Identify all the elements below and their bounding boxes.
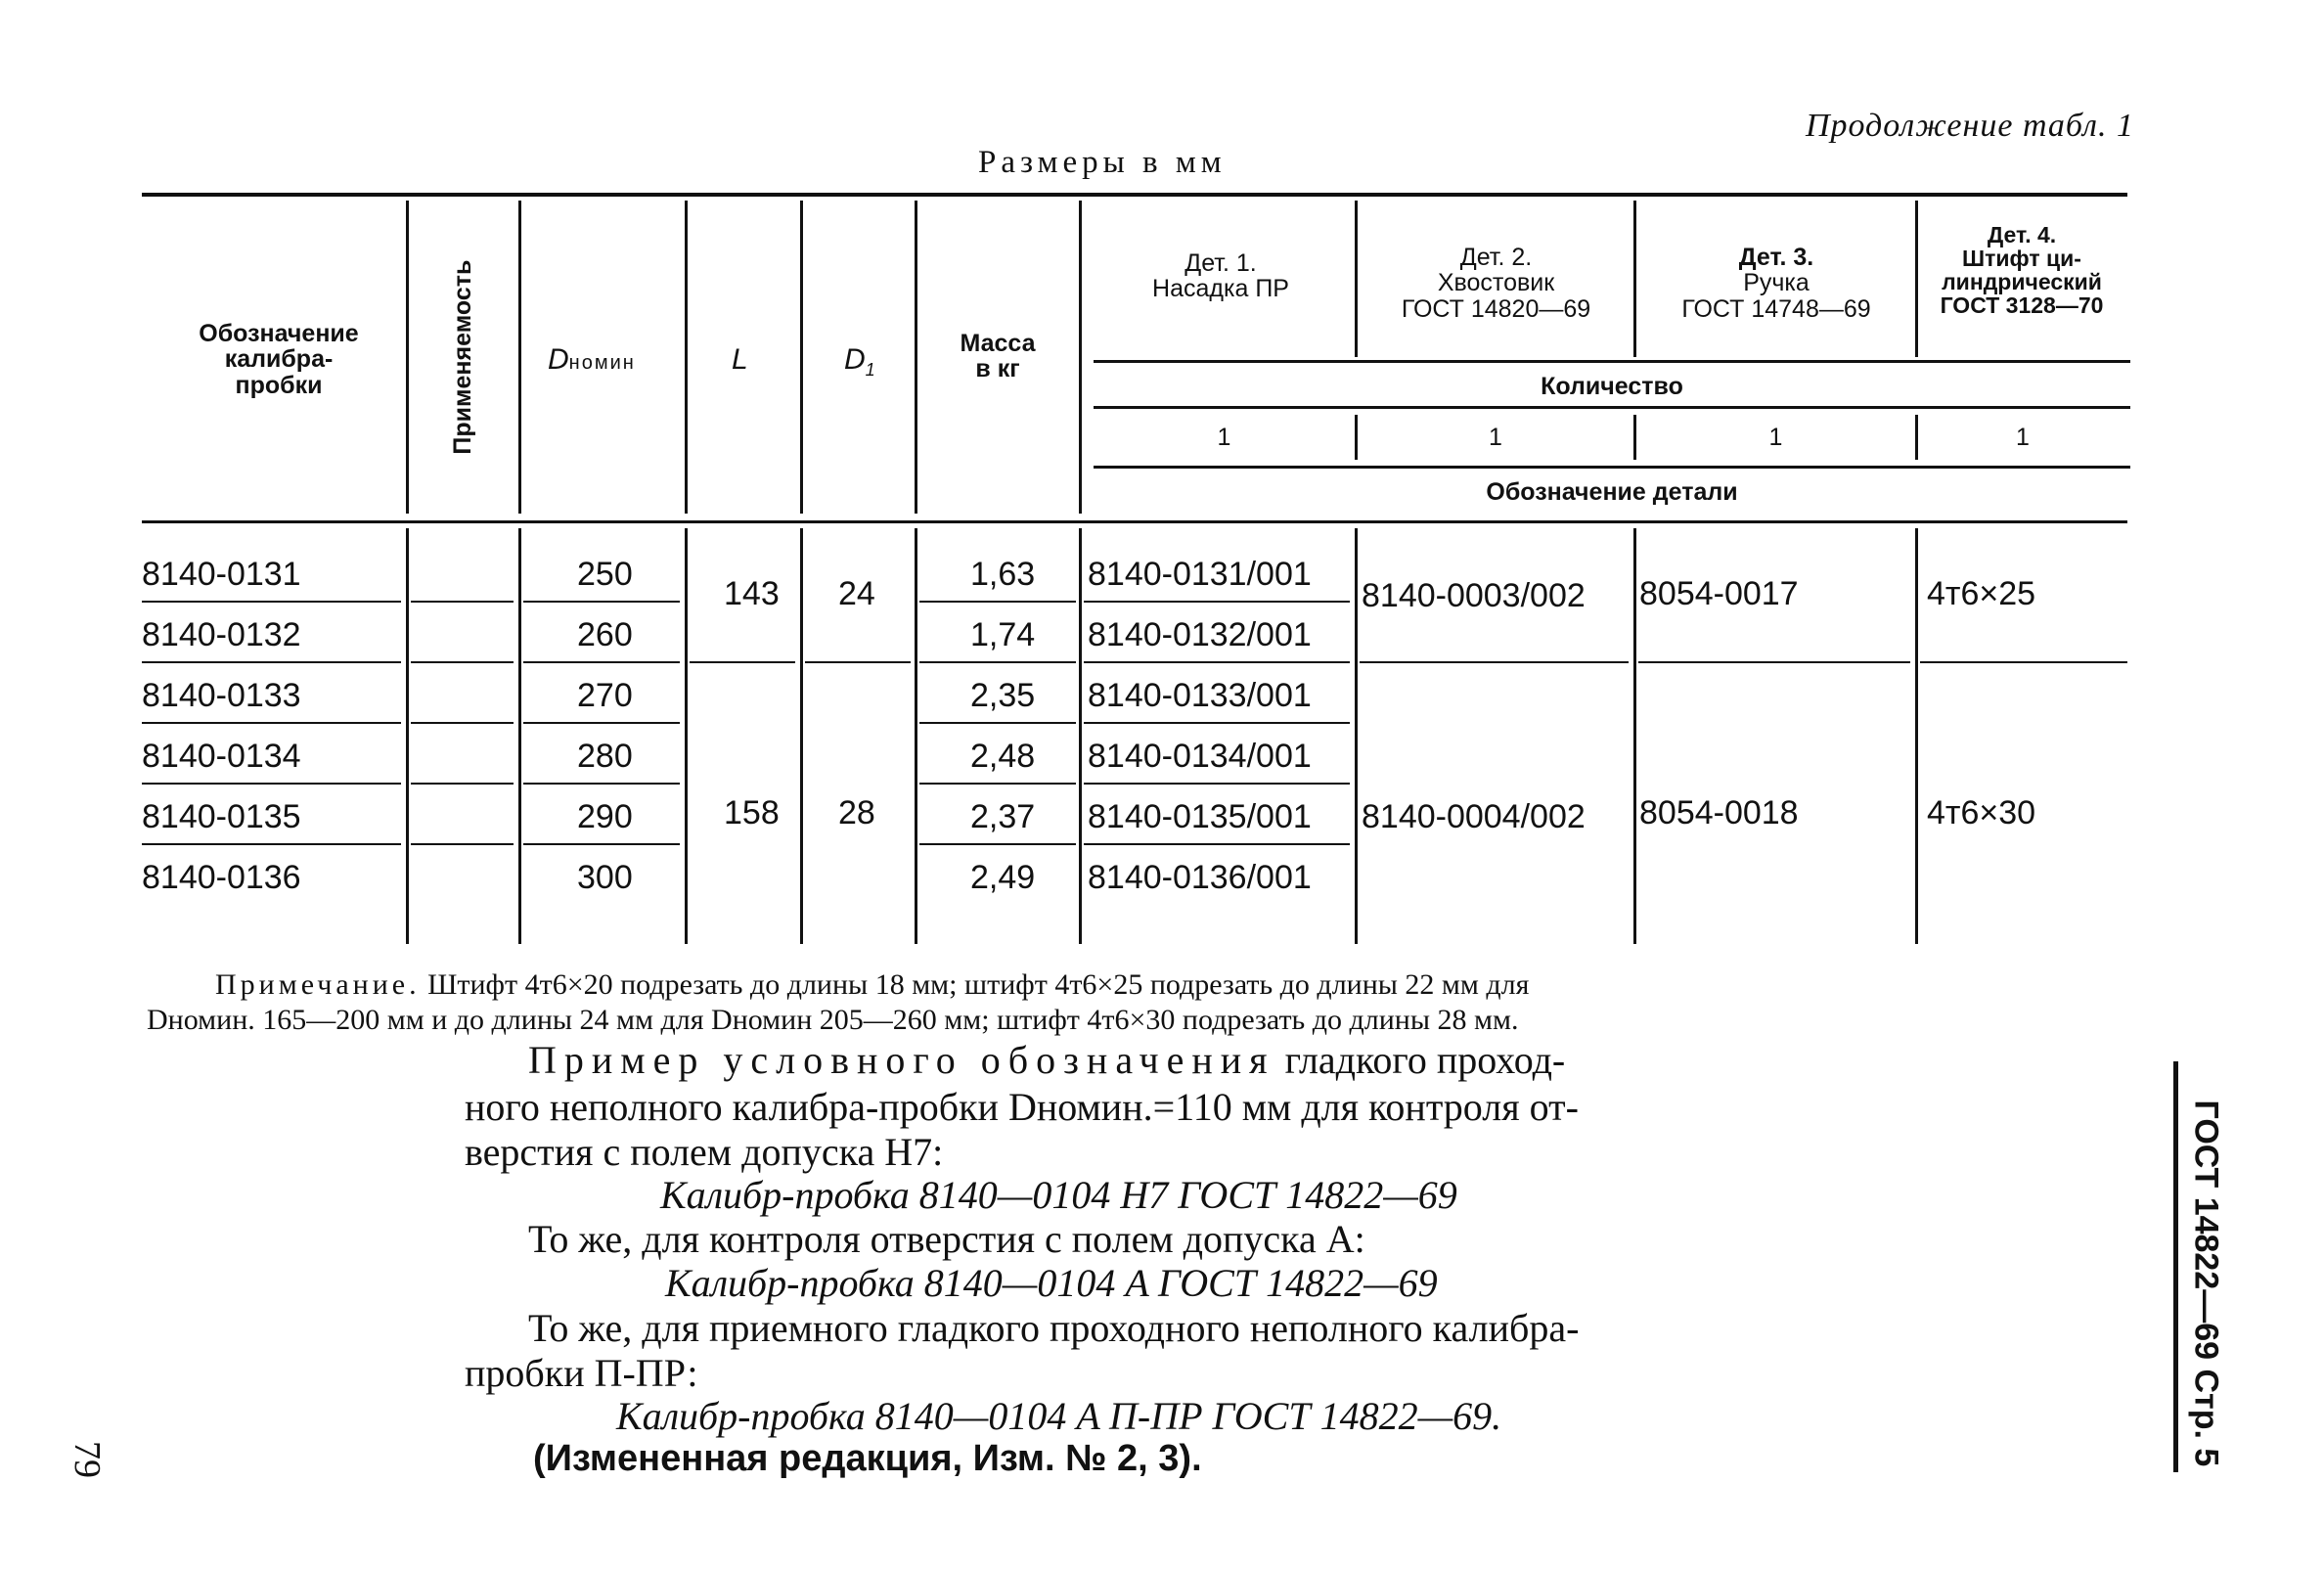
header-det3: Дет. 3. Ручка ГОСТ 14748—69 [1681,244,1871,323]
group1-det2: 8140-0003/002 [1362,577,1586,614]
row-d-2: 260 [577,616,633,653]
header-det4: Дет. 4. Штифт ци- линдрический ГОСТ 3128—70 [1940,222,2104,319]
units-label: Размеры в мм [978,145,1227,180]
example-designation-1: Калибр-пробка 8140—0104 H7 ГОСТ 14822—69 [660,1173,1457,1217]
header-det1: Дет. 1. Насадка ПР [1152,249,1289,303]
row-mass-5: 2,37 [970,798,1036,835]
page-number: 79 [67,1441,108,1478]
row-d-3: 270 [577,677,633,714]
header-applicability: Применяемость [448,259,476,455]
row-d-1: 250 [577,556,633,593]
group1-det4: 4т6×25 [1927,575,2036,612]
side-title: ГОСТ 14822—69 Стр. 5 [2187,1100,2225,1467]
table-top-rule [142,193,2127,197]
example-line-4: То же, для контроля отверстия с полем допуска A: [528,1217,1365,1261]
note-line-2: Dномин. 165—200 мм и до длины 24 мм для Dномин 205—260 мм; штифт 4т6×30 подрезать до длины 28 мм. [147,1004,1519,1036]
header-quantity: Количество [1541,373,1683,400]
row-d-4: 280 [577,738,633,775]
row-code-5: 8140-0135 [142,798,301,835]
header-l: L [732,343,748,376]
row-code-1: 8140-0131 [142,556,301,593]
group2-det2: 8140-0004/002 [1362,798,1586,835]
row-mass-3: 2,35 [970,677,1036,714]
header-part-designation: Обозначение детали [1486,478,1738,506]
group1-det3: 8054-0017 [1639,575,1799,612]
continuation-label: Продолжение табл. 1 [1805,108,2134,144]
group2-det4: 4т6×30 [1927,794,2036,831]
group1-l: 143 [724,575,780,612]
example-line-5: То же, для приемного гладкого проходного неполного калибра- [528,1306,1580,1350]
group2-det3: 8054-0018 [1639,794,1799,831]
row-code-4: 8140-0134 [142,738,301,775]
row-det1-1: 8140-0131/001 [1088,556,1312,593]
row-mass-1: 1,63 [970,556,1036,593]
row-mass-6: 2,49 [970,859,1036,896]
qty-1: 1 [1217,424,1231,451]
group2-l: 158 [724,794,780,831]
header-d1: $D_1$ [844,343,875,380]
row-det1-3: 8140-0133/001 [1088,677,1312,714]
row-d-6: 300 [577,859,633,896]
side-rule [2173,1061,2178,1472]
qty-3: 1 [1768,424,1783,451]
header-mass: Масса в кг [960,330,1036,383]
header-designation: Обозначение калибра- пробки [199,320,359,399]
row-det1-4: 8140-0134/001 [1088,738,1312,775]
row-mass-4: 2,48 [970,738,1036,775]
example-line-2: ного неполного калибра-пробки Dномин.=110 мм для контроля от- [465,1085,1579,1129]
example-line-3: верстия с полем допуска H7: [465,1130,944,1174]
row-det1-5: 8140-0135/001 [1088,798,1312,835]
example-heading: Пример условного обозначения гладкого проход- [528,1038,1566,1082]
row-code-2: 8140-0132 [142,616,301,653]
header-bottom-rule [142,520,2127,523]
row-mass-2: 1,74 [970,616,1036,653]
row-det1-6: 8140-0136/001 [1088,859,1312,896]
qty-4: 1 [2016,424,2030,451]
revision-note: (Измененная редакция, Изм. № 2, 3). [533,1438,1202,1479]
example-line-6: пробки П-ПР: [465,1351,698,1395]
qty-2: 1 [1489,424,1502,451]
header-det2: Дет. 2. Хвостовик ГОСТ 14820—69 [1401,244,1591,323]
row-code-6: 8140-0136 [142,859,301,896]
row-det1-2: 8140-0132/001 [1088,616,1312,653]
note-line-1: Примечание. Штифт 4т6×20 подрезать до длины 18 мм; штифт 4т6×25 подрезать до длины 22 мм для [215,968,1530,1001]
group2-d1: 28 [838,794,875,831]
header-d-nom: Dномин [548,343,636,376]
example-designation-3: Калибр-пробка 8140—0104 A П-ПР ГОСТ 14822—69. [616,1394,1502,1438]
example-designation-2: Калибр-пробка 8140—0104 A ГОСТ 14822—69 [665,1261,1438,1305]
row-d-5: 290 [577,798,633,835]
group1-d1: 24 [838,575,875,612]
row-code-3: 8140-0133 [142,677,301,714]
